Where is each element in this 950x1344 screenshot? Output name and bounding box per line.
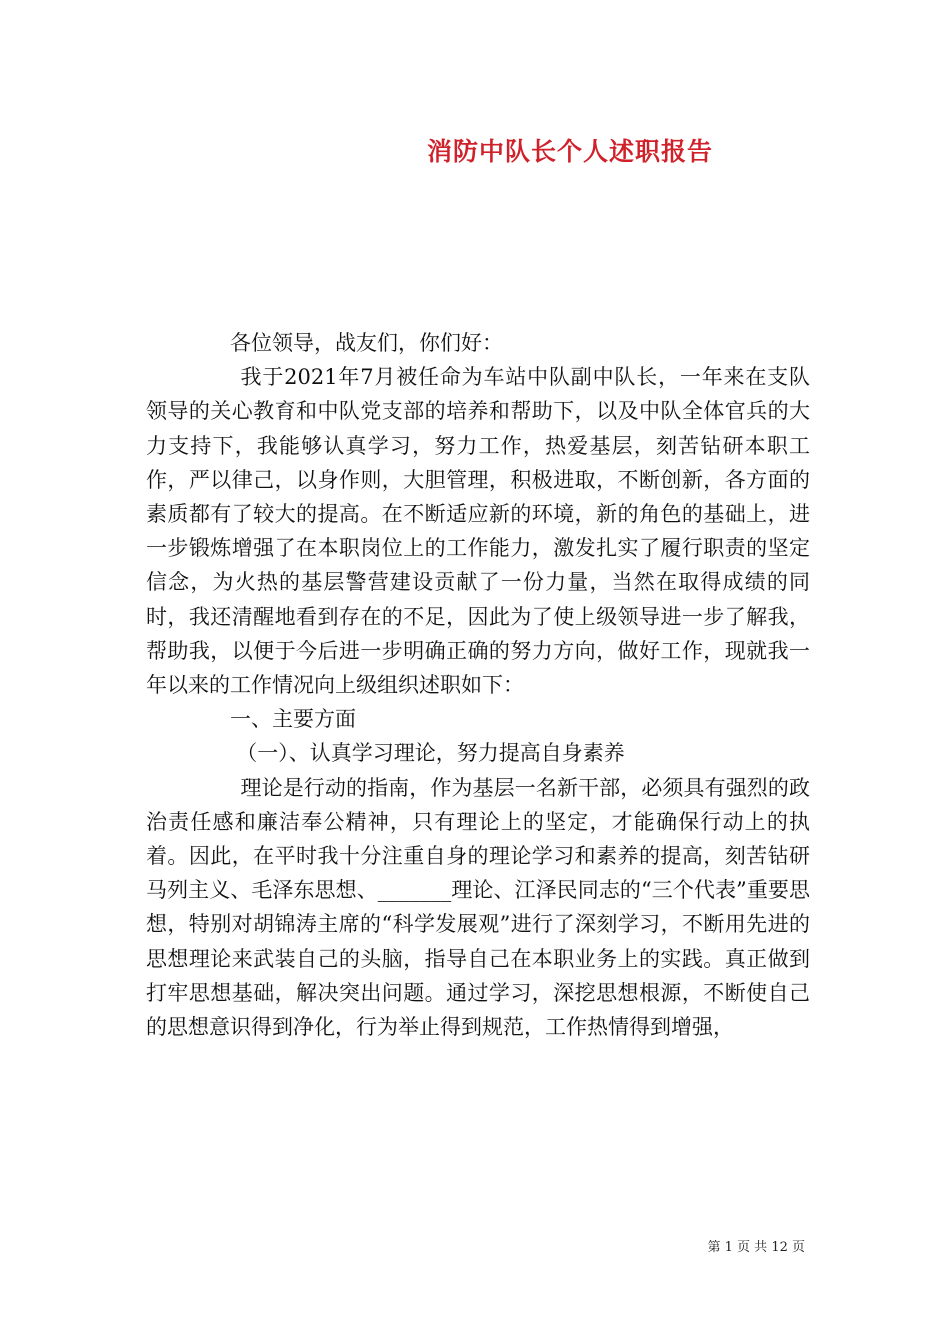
greeting-paragraph: 各位领导，战友们，你们好： [230, 331, 503, 355]
document-title: 消防中队长个人述职报告 [426, 137, 713, 166]
intro-paragraph: 我于2021年7月被任命为车站中队副中队长，一年来在支队领导的关心教育和中队党支部的培养和帮助下，以及中队全体官兵的大力支持下，我能够认真学习，努力工作，热爱基层，刻苦钻研本职工作，严以律己，以身作则，大胆管理，积极进取，不断创新，各方面的素质都有了较大的提高。在不断适应新的环境，新的角色的基础上，进一步锻炼增强了在本职岗位上的工作能力，激发扎实了履行职责的坚定信念，为火热的基层警营建设贡献了一份力量，当然在取得成绩的同时，我还清醒地看到存在的不足，因此为了使上级领导进一步了解我，帮助我，以便于今后进一步明确正确的努力方向，做好工作，现就我一年以来的工作情况向上级组织述职如下： [146, 365, 810, 698]
document-body [146, 326, 810, 1044]
subsection-heading-study-theory: （一）、认真学习理论，努力提高自身素养 [236, 741, 625, 766]
subsection-body-paragraph: 理论是行动的指南，作为基层一名新干部，必须具有强烈的政治责任感和廉洁奉公精神，只有理论上的坚定，才能确保行动上的执着。因此，在平时我十分注重自身的理论学习和素养的提高，刻苦钻研马列主义、毛泽东思想、_______理论、江泽民同志的“三个代表”重要思想，特别对胡锦涛主席的“科学发展观”进行了深刻学习，不断用先进的思想理论来武装自己的头脑，指导自己在本职业务上的实践。真正做到打牢思想基础，解决突出问题。通过学习，深挖思想根源，不断使自己的思想意识得到净化，行为举止得到规范，工作热情得到增强， [146, 775, 810, 1040]
page-number-footer: 第 1 页 共 12 页 [707, 1240, 805, 1255]
section-heading-main-aspects: 一、主要方面 [230, 707, 356, 732]
